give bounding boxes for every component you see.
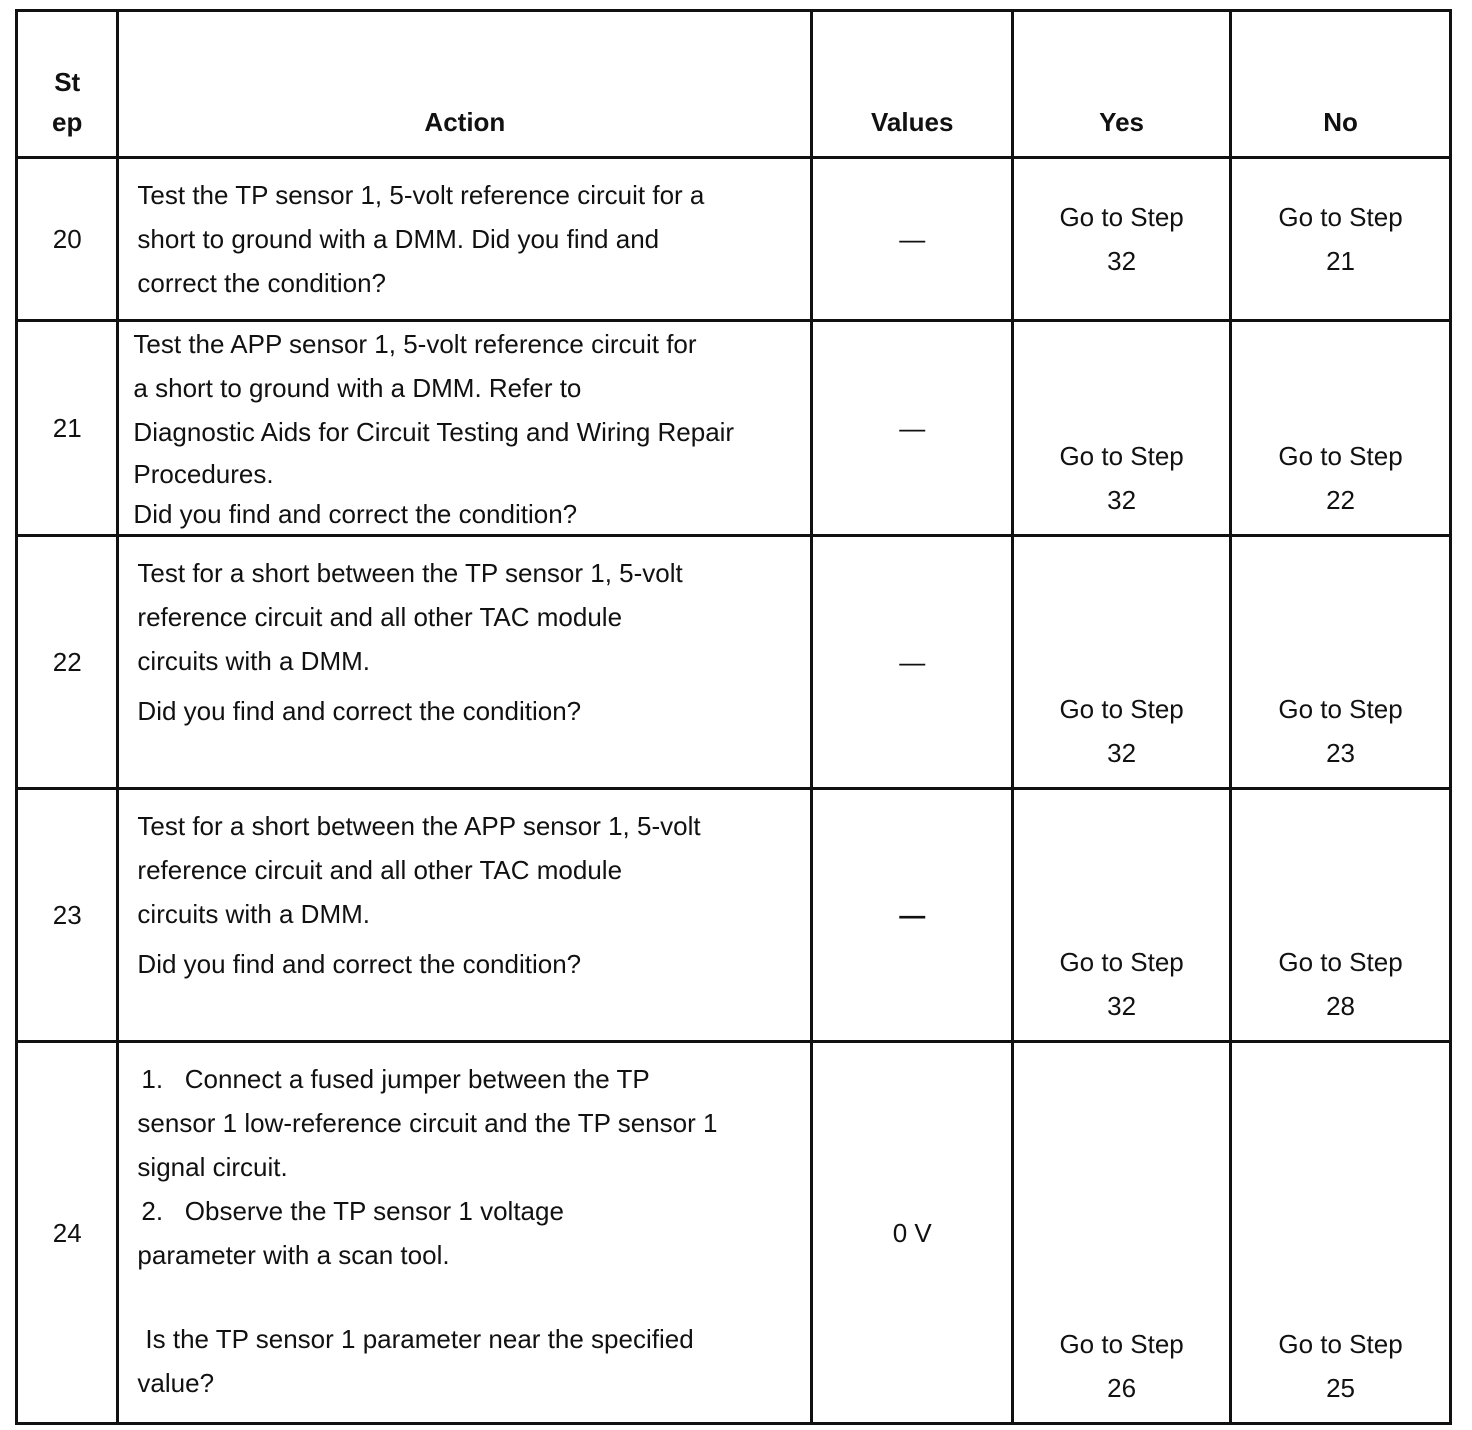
no-cell: Go to Step 21 xyxy=(1231,158,1451,321)
step-number: 24 xyxy=(17,1042,118,1424)
yes-cell: Go to Step 32 xyxy=(1013,321,1231,536)
action-cell: 1. Connect a fused jumper between the TP sensor 1 low-reference circuit and the TP sensor 1 signal circuit. 2. Observe the TP sensor 1 voltage parameter with a scan tool. Is the TP sensor 1 parameter near the specified value? xyxy=(118,1042,812,1424)
yes-cell: Go to Step 32 xyxy=(1013,536,1231,789)
table-row xyxy=(17,321,1451,536)
table-row xyxy=(17,536,1451,789)
action-cell: Test the TP sensor 1, 5-volt reference circuit for a short to ground with a DMM. Did you find and correct the condition? xyxy=(118,158,812,321)
value-cell: — xyxy=(812,321,1013,536)
header-action: Action xyxy=(118,11,812,158)
yes-cell: Go to Step 32 xyxy=(1013,789,1231,1042)
value-cell: — xyxy=(812,536,1013,789)
action-cell: Test for a short between the TP sensor 1, 5-volt reference circuit and all other TAC module circuits with a DMM. Did you find and correct the condition? xyxy=(118,536,812,789)
diagnostic-table xyxy=(15,9,1452,1425)
no-cell: Go to Step 22 xyxy=(1231,321,1451,536)
step-number: 21 xyxy=(17,321,118,536)
value-cell: — xyxy=(812,789,1013,1042)
header-yes: Yes xyxy=(1013,11,1231,158)
value-cell: — xyxy=(812,158,1013,321)
header-values: Values xyxy=(812,11,1013,158)
step-number: 23 xyxy=(17,789,118,1042)
header-row xyxy=(17,11,1451,158)
step-number: 22 xyxy=(17,536,118,789)
header-step: St ep xyxy=(17,11,118,158)
action-cell: Test for a short between the APP sensor 1, 5-volt reference circuit and all other TAC module circuits with a DMM. Did you find and correct the condition? xyxy=(118,789,812,1042)
action-cell: Test the APP sensor 1, 5-volt reference circuit for a short to ground with a DMM. Refer to Diagnostic Aids for Circuit Testing and Wiring Repair Procedures. Did you find and correct the condition? xyxy=(118,321,812,536)
value-cell: 0 V xyxy=(812,1042,1013,1424)
table-row xyxy=(17,158,1451,321)
table-row xyxy=(17,789,1451,1042)
yes-cell: Go to Step 32 xyxy=(1013,158,1231,321)
yes-cell: Go to Step 26 xyxy=(1013,1042,1231,1424)
table-row xyxy=(17,1042,1451,1424)
no-cell: Go to Step 25 xyxy=(1231,1042,1451,1424)
step-number: 20 xyxy=(17,158,118,321)
header-no: No xyxy=(1231,11,1451,158)
no-cell: Go to Step 23 xyxy=(1231,536,1451,789)
no-cell: Go to Step 28 xyxy=(1231,789,1451,1042)
